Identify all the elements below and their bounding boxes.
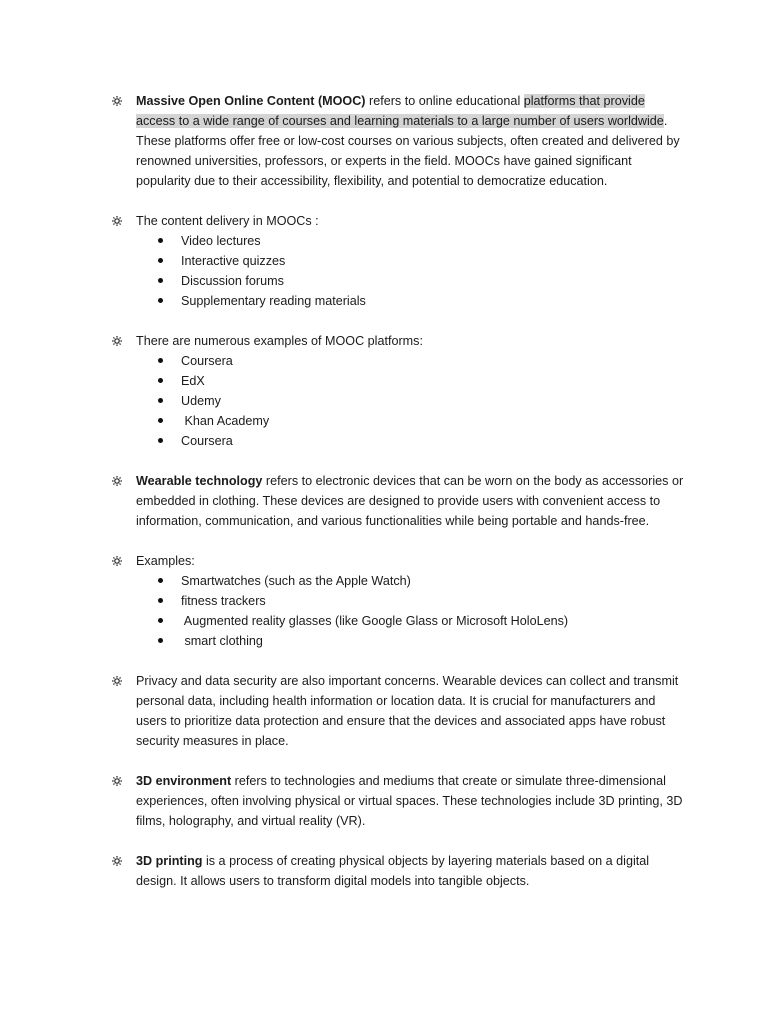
list-item — [136, 251, 684, 271]
term-3d-environment: 3D environment — [136, 774, 232, 788]
list-item-text: Supplementary reading materials — [181, 294, 366, 308]
bullet-dot-icon — [158, 258, 163, 263]
sun-bullet-icon — [111, 91, 123, 111]
wearable-examples-list — [136, 571, 684, 651]
sun-bullet-icon — [111, 551, 123, 571]
list-item — [136, 571, 684, 591]
bullet-dot-icon — [158, 598, 163, 603]
bullet-dot-icon — [158, 618, 163, 623]
bullet-dot-icon — [158, 298, 163, 303]
list-item-text: Udemy — [181, 394, 221, 408]
sun-bullet-icon — [111, 211, 123, 231]
sun-bullet-icon — [111, 851, 123, 871]
section-wearable-examples — [136, 551, 684, 651]
paragraph — [136, 91, 684, 191]
list-item-text: Coursera — [181, 434, 233, 448]
list-item — [136, 431, 684, 451]
sun-bullet-icon — [111, 671, 123, 691]
text-span: is a process of creating physical objects by layering materials based on a digital design. It allows users to transform digital models into tangible objects. — [136, 854, 650, 888]
list-item-text: Smartwatches (such as the Apple Watch) — [181, 574, 411, 588]
list-item-text: EdX — [181, 374, 205, 388]
sun-bullet-icon — [111, 331, 123, 351]
paragraph: Privacy and data security are also important concerns. Wearable devices can collect and transmit personal data, including health information or location data. It is crucial for manufacturers and users to prioritize data protection and ensure that the devices and associated apps have robust security measures in place. — [136, 674, 679, 748]
list-intro: Examples: — [136, 554, 195, 568]
list-item-text: Augmented reality glasses (like Google Glass or Microsoft HoloLens) — [181, 614, 569, 628]
list-item-text: Coursera — [181, 354, 233, 368]
section-privacy — [136, 671, 684, 751]
paragraph — [136, 471, 684, 531]
delivery-list — [136, 231, 684, 311]
highlighted-text: platforms that provide access to a wide range of courses and learning materials to a large number of users worldwide — [136, 94, 664, 128]
paragraph — [136, 771, 684, 831]
text-span: refers to technologies and mediums that create or simulate three-dimensional experiences, often involving physical or virtual spaces. These technologies include 3D printing, 3D films, holography, and virtual reality (VR). — [136, 774, 683, 828]
term-3d-printing: 3D printing — [136, 854, 203, 868]
list-item — [136, 411, 684, 431]
list-item — [136, 271, 684, 291]
bullet-dot-icon — [158, 418, 163, 423]
text-span: refers to electronic devices that can be worn on the body as accessories or embedded in clothing. These devices are designed to provide users with convenient access to information, communication, and various functionalities while being portable and hands-free. — [136, 474, 684, 528]
list-item-text: Discussion forums — [181, 274, 284, 288]
term-wearable: Wearable technology — [136, 474, 263, 488]
list-item — [136, 591, 684, 611]
list-item-text: Interactive quizzes — [181, 254, 286, 268]
bullet-dot-icon — [158, 398, 163, 403]
sun-bullet-icon — [111, 471, 123, 491]
bullet-dot-icon — [158, 358, 163, 363]
list-item — [136, 631, 684, 651]
paragraph — [136, 851, 684, 891]
section-3d-environment — [136, 771, 684, 831]
list-item-text: Video lectures — [181, 234, 261, 248]
bullet-dot-icon — [158, 438, 163, 443]
list-item — [136, 371, 684, 391]
section-mooc-platforms — [136, 331, 684, 451]
section-3d-printing — [136, 851, 684, 891]
section-content-delivery — [136, 211, 684, 311]
bullet-dot-icon — [158, 578, 163, 583]
list-item — [136, 351, 684, 371]
list-item — [136, 291, 684, 311]
list-item — [136, 611, 684, 631]
list-item — [136, 391, 684, 411]
term-mooc: Massive Open Online Content (MOOC) — [136, 94, 366, 108]
bullet-dot-icon — [158, 278, 163, 283]
platforms-list — [136, 351, 684, 451]
bullet-dot-icon — [158, 238, 163, 243]
list-item-text: smart clothing — [181, 634, 263, 648]
bullet-dot-icon — [158, 378, 163, 383]
text-span: . These platforms offer free or low-cost courses on various subjects, often created and delivered by renowned universities, professors, or experts in the field. MOOCs have gained significant popularity due to their accessibility, flexibility, and potential to democratize education. — [136, 114, 680, 188]
list-intro: There are numerous examples of MOOC platforms: — [136, 334, 423, 348]
list-item — [136, 231, 684, 251]
text-span: refers to online educational — [365, 94, 524, 108]
sun-bullet-icon — [111, 771, 123, 791]
section-wearable-technology — [136, 471, 684, 531]
bullet-dot-icon — [158, 638, 163, 643]
list-item-text: fitness trackers — [181, 594, 266, 608]
list-item-text: Khan Academy — [181, 414, 270, 428]
list-intro: The content delivery in MOOCs : — [136, 214, 319, 228]
section-mooc — [136, 91, 684, 191]
